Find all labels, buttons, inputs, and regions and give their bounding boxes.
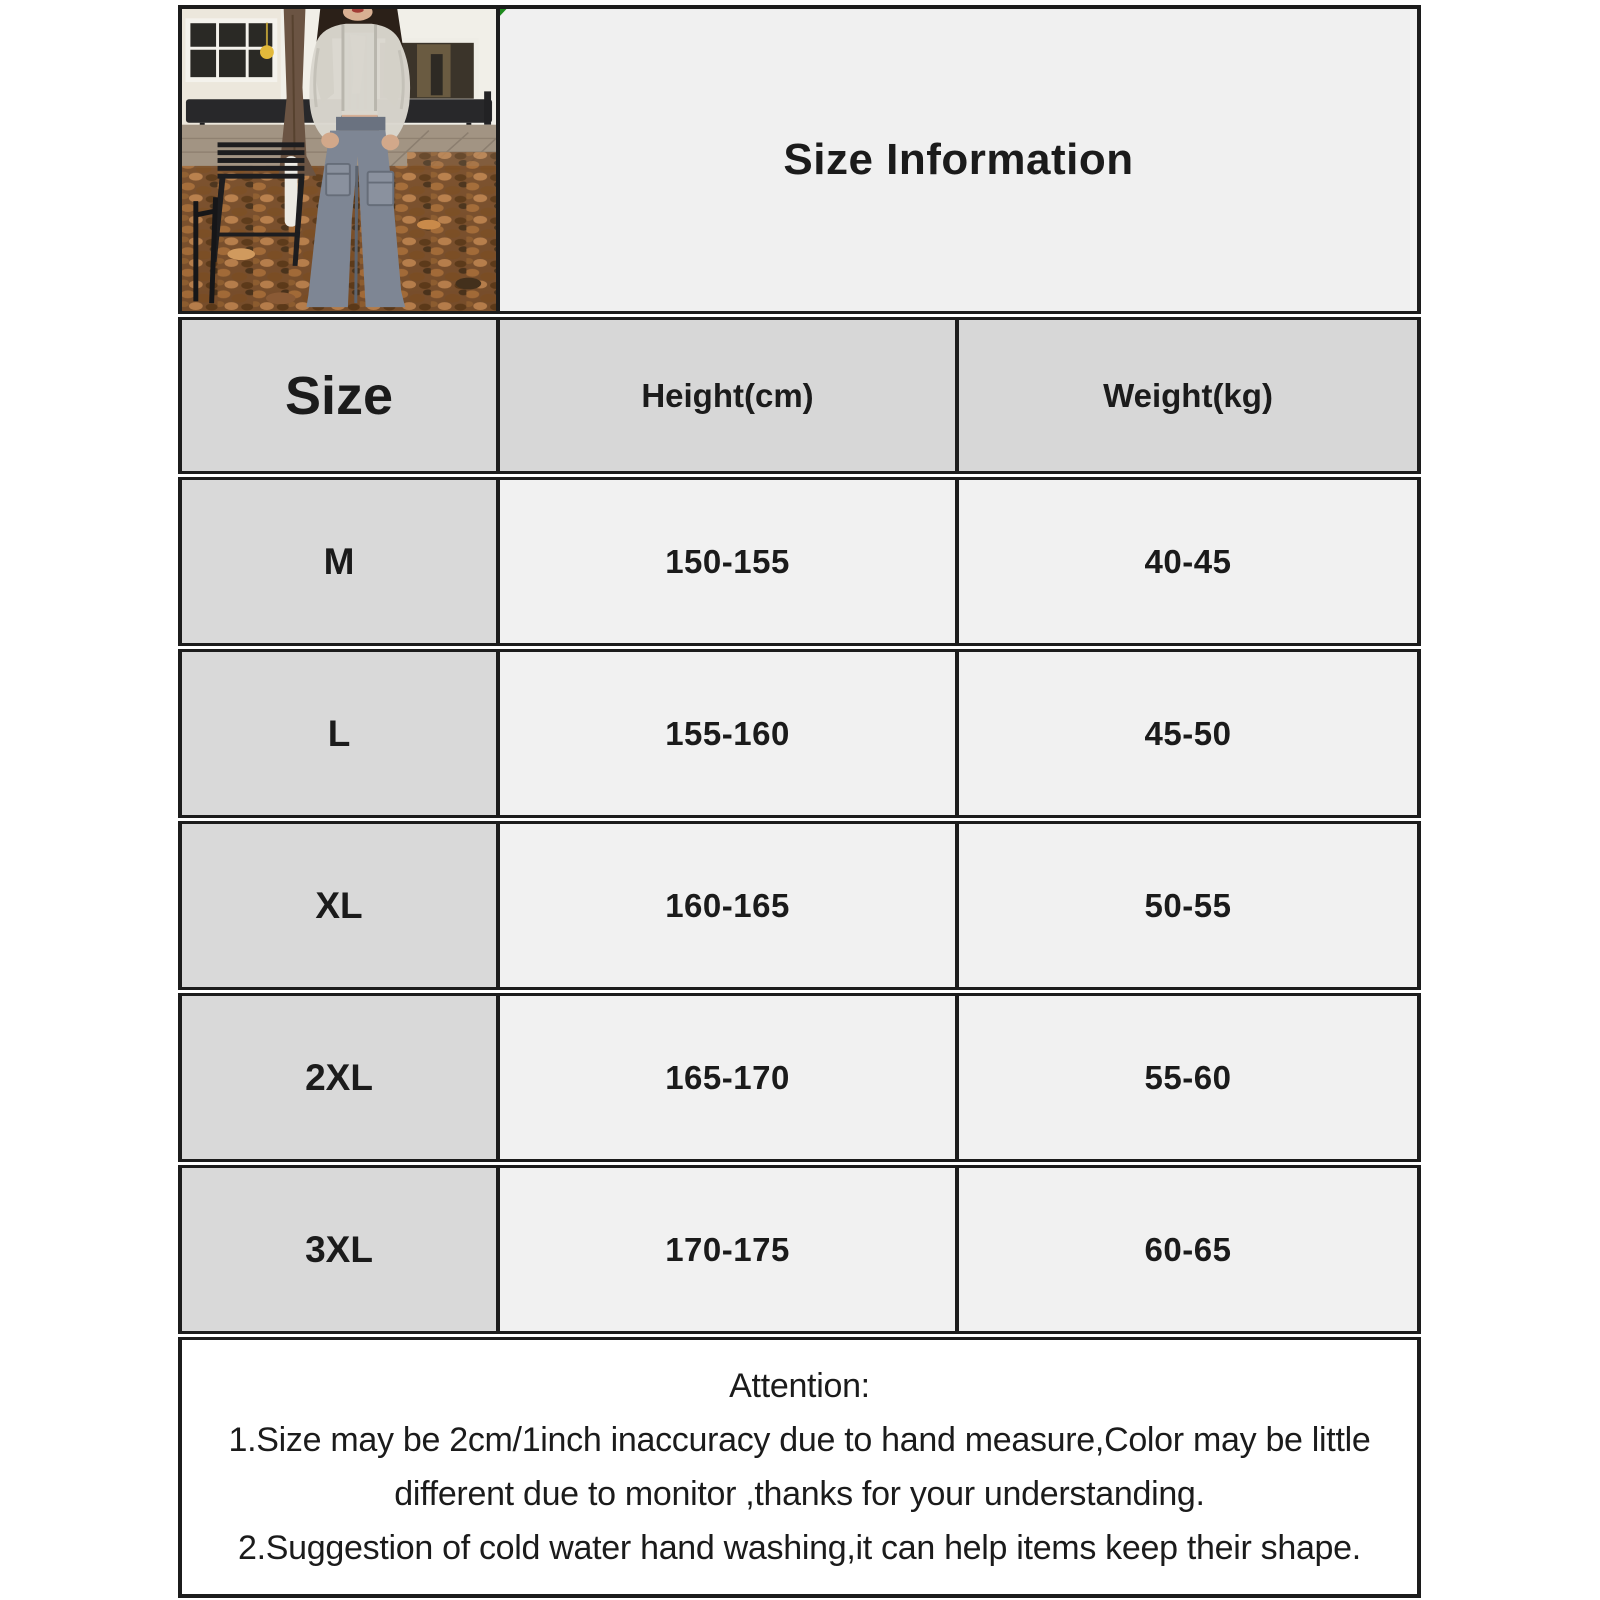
height-value: 170-175 <box>498 1164 957 1336</box>
sheet-title-cell <box>498 7 1419 316</box>
weight-value: 45-50 <box>957 648 1419 820</box>
attention-row <box>180 1336 1419 1596</box>
table-row <box>180 648 1419 820</box>
size-label: 2XL <box>180 992 498 1164</box>
table-row <box>180 476 1419 648</box>
size-label: XL <box>180 820 498 992</box>
height-value: 160-165 <box>498 820 957 992</box>
attention-note-line: 1.Size may be 2cm/1inch inaccuracy due to hand measure,Color may be little <box>228 1420 1371 1459</box>
title-row <box>180 7 1419 316</box>
weight-value: 40-45 <box>957 476 1419 648</box>
height-value: 165-170 <box>498 992 957 1164</box>
attention-cell <box>180 1336 1419 1596</box>
height-value: 155-160 <box>498 648 957 820</box>
sheet-title: Size Information <box>783 135 1134 184</box>
header-weight: Weight(kg) <box>957 316 1419 476</box>
size-label: 3XL <box>180 1164 498 1336</box>
header-height: Height(cm) <box>498 316 957 476</box>
attention-note-line: different due to monitor ,thanks for your understanding. <box>394 1474 1205 1513</box>
product-photo <box>182 9 496 311</box>
product-photo-cell <box>180 7 498 316</box>
table-row <box>180 820 1419 992</box>
weight-value: 55-60 <box>957 992 1419 1164</box>
size-label: L <box>180 648 498 820</box>
green-corner-marker-icon <box>498 7 514 18</box>
size-table <box>178 5 1421 1598</box>
table-header-row <box>180 316 1419 476</box>
attention-note-line: 2.Suggestion of cold water hand washing,it can help items keep their shape. <box>238 1528 1361 1567</box>
table-row <box>180 992 1419 1164</box>
size-label: M <box>180 476 498 648</box>
weight-value: 60-65 <box>957 1164 1419 1336</box>
attention-heading: Attention: <box>729 1366 870 1405</box>
weight-value: 50-55 <box>957 820 1419 992</box>
height-value: 150-155 <box>498 476 957 648</box>
header-size: Size <box>180 316 498 476</box>
table-row <box>180 1164 1419 1336</box>
